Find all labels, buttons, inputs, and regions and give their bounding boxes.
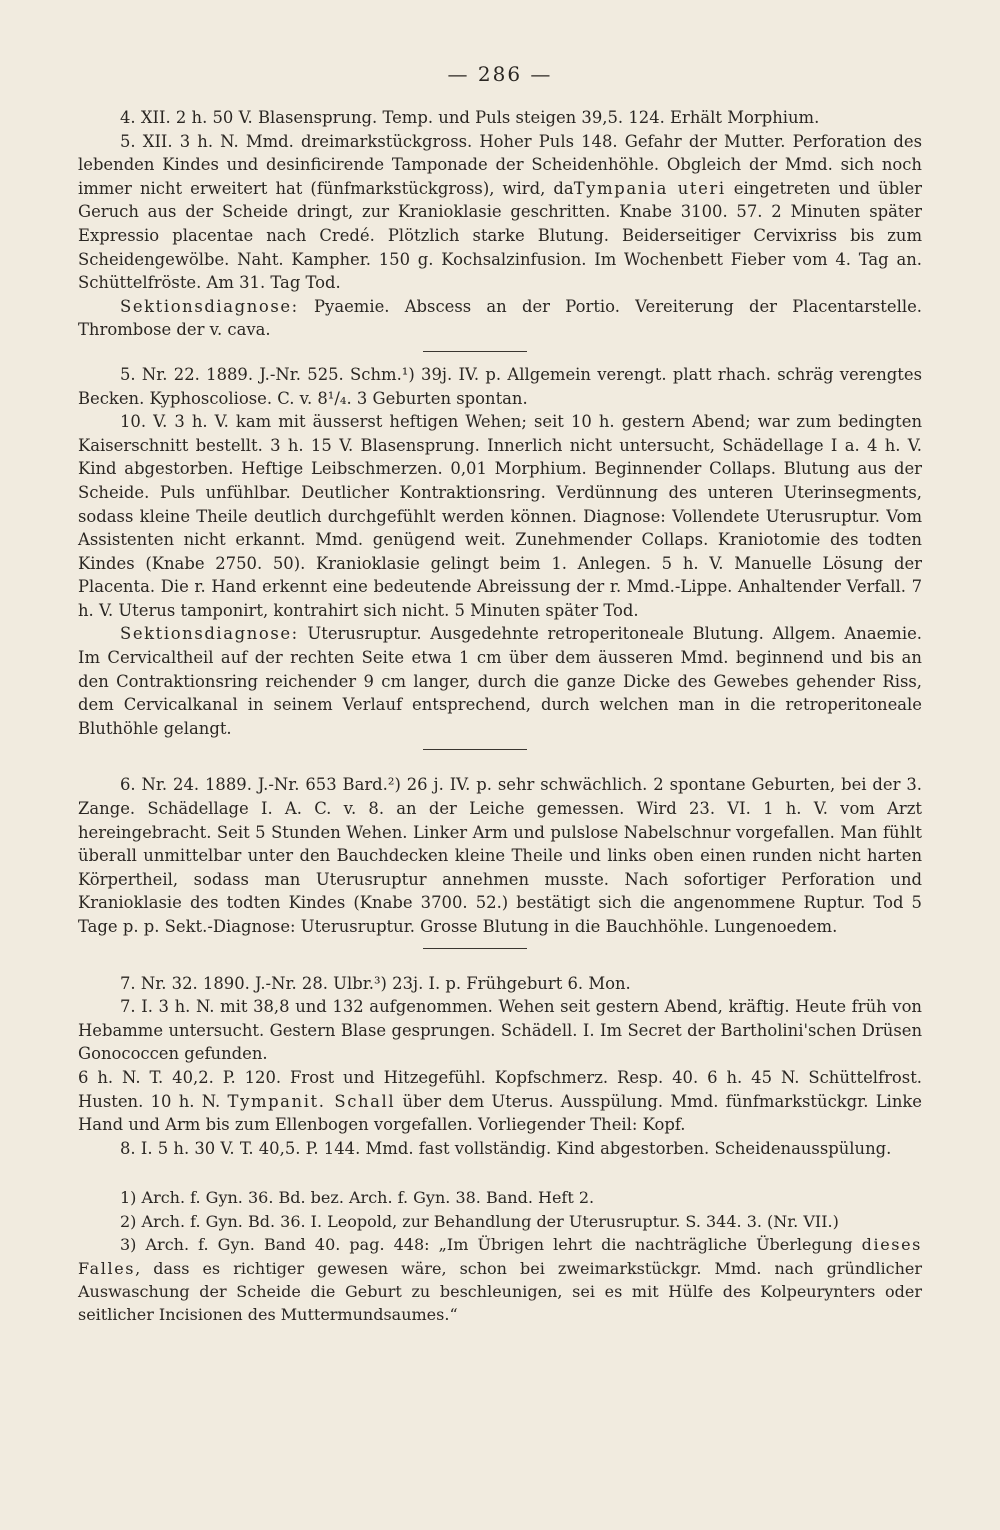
case-separator [423, 351, 527, 352]
case5-diagnosis [78, 622, 922, 740]
case7-entry-2 [78, 1066, 922, 1137]
case-separator [423, 749, 527, 750]
case-4 [78, 106, 922, 342]
case6-entry-1: 6. Nr. 24. 1889. J.-Nr. 653 Bard.²) 26 j. IV. p. sehr schwächlich. 2 spontane Geburten, bei der 3. Zange. Schädellage I. A. C. v. 8. an der Leiche gemessen. Wird 23. VI. 1 h. V. vom Arzt hereingebracht. Seit 5 Stunden Wehen. Linker Arm und pulslose Nabelschnur vorgefallen. Man fühlt überall unmittelbar unter den Bauchdecken kleine Theile und links oben einen runden nicht harten Körpertheil, sodass man Uterusruptur annehmen musste. Nach sofortiger Perforation und Kranioklasie des todten Kindes (Knabe 3700. 52.) bestätigt sich die angenommene Ruptur. Tod 5 Tage p. p. Sekt.-Diagnose: Uterusruptur. Grosse Blutung in die Bauchhöhle. Lungenoedem. [78, 775, 922, 936]
footnote-2: 2) Arch. f. Gyn. Bd. 36. I. Leopold, zur Behandlung der Uterusruptur. S. 344. 3. (Nr. VII.) [120, 1211, 839, 1231]
case4-diagnosis [78, 295, 922, 342]
case-6 [78, 773, 922, 938]
footnote-3-spaced: dieses Falles [78, 1235, 922, 1278]
case4-entry-2-text: 5. XII. 3 h. N. Mmd. dreimarkstückgross. Hoher Puls 148. Gefahr der Mutter. Perforation des lebenden Kindes und desinficirende Tamponade der Scheidenhöhle. Obgleich der Mmd. sich noch immer nicht erweitert hat (fünfmarkstückgross), wird, da [78, 131, 922, 198]
case7-header: 7. Nr. 32. 1890. J.-Nr. 28. Ulbr.³) 23j. I. p. Frühgeburt 6. Mon. [120, 973, 631, 993]
page-number: — 286 — [447, 62, 553, 86]
case7-spaced-term: Tympanit. Schall [227, 1091, 396, 1111]
case7-entry-3: 8. I. 5 h. 30 V. T. 40,5. P. 144. Mmd. fast vollständig. Kind abgestorben. Scheidenausspülung. [120, 1138, 892, 1158]
case7-entry-2-text: 6 h. N. T. 40,2. P. 120. Frost und Hitzegefühl. Kopfschmerz. Resp. 40. 6 h. 45 N. Schüttelfrost. Husten. 10 h. N. [78, 1067, 922, 1111]
footnote-1: 1) Arch. f. Gyn. 36. Bd. bez. Arch. f. Gyn. 38. Band. Heft 2. [120, 1188, 595, 1208]
case4-diagnosis-label: Sektionsdiagnose: [120, 296, 299, 316]
case4-entry-1: 4. XII. 2 h. 50 V. Blasensprung. Temp. und Puls steigen 39,5. 124. Erhält Morphium. [120, 108, 820, 127]
case7-entry-1: 7. I. 3 h. N. mit 38,8 und 132 aufgenommen. Wehen seit gestern Abend, kräftig. Heute früh von Hebamme untersucht. Gestern Blase gesprungen. Schädell. I. Im Secret der Bartholini'schen Drüsen Gonococcen gefunden. [78, 997, 922, 1064]
case5-entry-1: 10. V. 3 h. V. kam mit äusserst heftigen Wehen; seit 10 h. gestern Abend; war zum bedingten Kaiserschnitt bestellt. 3 h. 15 V. Blasensprung. Innerlich nicht untersucht, Schädellage I a. 4 h. V. Kind abgestorben. Heftige Leibschmerzen. 0,01 Morphium. Beginnender Collaps. Blutung aus der Scheide. Puls unfühlbar. Deutlicher Kontraktionsring. Verdünnung des unteren Uterinsegments, sodass kleine Theile deutlich durchgefühlt werden können. Diagnose: Vollendete Uterusruptur. Vom Assistenten nicht erkannt. Mmd. genügend weit. Zunehmender Collaps. Kraniotomie des todten Kindes (Knabe 2750. 50). Kranioklasie gelingt beim 1. Anlegen. 5 h. V. Manuelle Lösung der Placenta. Die r. Hand erkennt eine bedeutende Abreissung der r. Mmd.-Lippe. Anhaltender Verfall. 7 h. V. Uterus tamponirt, kontrahirt sich nicht. 5 Minuten später Tod. [78, 412, 922, 620]
case4-diagnosis-text: Pyaemie. Abscess an der Portio. Vereiterung der Placentarstelle. Thrombose der v. cava. [78, 296, 922, 340]
footnotes [78, 1186, 922, 1326]
case5-header: 5. Nr. 22. 1889. J.-Nr. 525. Schm.¹) 39j. IV. p. Allgemein verengt. platt rhach. schräg verengtes Becken. Kyphoscoliose. C. v. 8¹/₄. 3 Geburten spontan. [78, 364, 922, 408]
case5-diagnosis-label: Sektionsdiagnose: [120, 624, 299, 644]
footnote-3-rest: , dass es richtiger gewesen wäre, schon bei zweimarkstückgr. Mmd. nach gründlicher Auswaschung der Scheide die Geburt zu beschleunigen, sei es mit Hülfe des Kolpeurynters oder seitlicher Incisionen des Muttermundsaumes.“ [78, 1258, 922, 1325]
case7-entry-2-rest: über dem Uterus. Ausspülung. Mmd. fünfmarkstückgr. Linke Hand und Arm bis zum Ellenbogen vorgefallen. Vorliegender Theil: Kopf. [78, 1091, 923, 1135]
footnote-3-text: 3) Arch. f. Gyn. Band 40. pag. 448: „Im Übrigen lehrt die nachträgliche Überlegung [120, 1235, 862, 1255]
case4-entry-2-rest: eingetreten und übler Geruch aus der Scheide dringt, zur Kranioklasie geschritten. Knabe 3100. 57. 2 Minuten später Expressio placentae nach Credé. Plötzlich starke Blutung. Beiderseitiger Cervixriss bis zum Scheidengewölbe. Naht. Kampher. 150 g. Kochsalzinfusion. Im Wochenbett Fieber vom 4. Tag an. Schüttelfröste. Am 31. Tag Tod. [78, 178, 922, 293]
case-5 [78, 363, 922, 741]
footnote-3 [78, 1233, 922, 1327]
case4-entry-2 [78, 130, 922, 295]
case4-spaced-term: Tympania uteri [573, 178, 726, 198]
case-separator [423, 948, 527, 949]
case-7 [78, 972, 922, 1161]
case5-diagnosis-text: Uterusruptur. Ausgedehnte retroperitoneale Blutung. Allgem. Anaemie. Im Cervicaltheil auf der rechten Seite etwa 1 cm über dem äusseren Mmd. beginnend und bis an den Contraktionsring reichender 9 cm langer, durch die ganze Dicke des Gewebes gehender Riss, dem Cervicalkanal in seinem Verlauf entsprechend, durch welchen man in die retroperitoneale Bluthöhle gelangt. [78, 624, 922, 738]
